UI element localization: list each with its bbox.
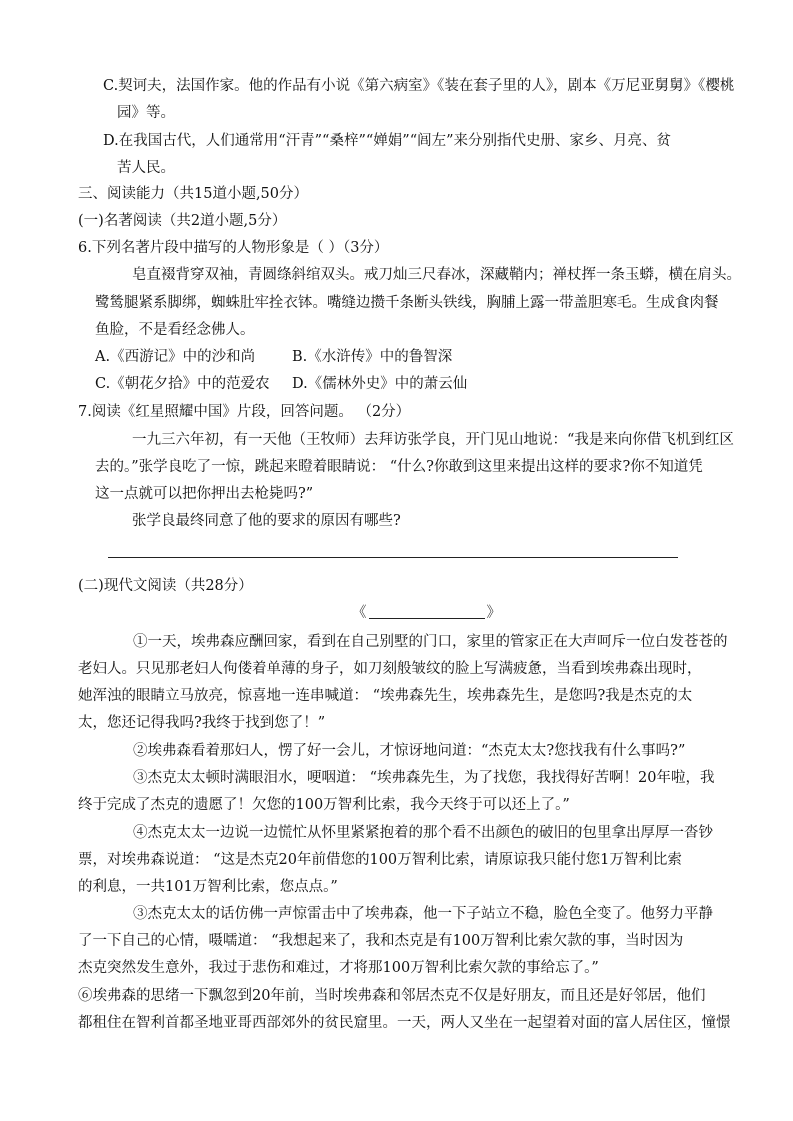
- q7-passage-line-1: 一九三六年初，有一天他（王牧师）去拜访张学良，开门见山地说：“我是来向你借飞机到红区: [132, 432, 734, 448]
- paragraph-1-line-4: 太，您还记得我吗?我终于找到您了！”: [78, 715, 326, 731]
- q7-passage-line-3: 这一点就可以把你押出去枪毙吗?”: [95, 486, 314, 502]
- option-d-line-1: D.在我国古代，人们通常用“汗青”“桑梓”“婵娟”“闾左”来分别指代史册、家乡、月亮、贫: [103, 133, 672, 149]
- passage-title-blank: [352, 603, 501, 623]
- q6-option-c: C.《朝花夕拾》中的范爱农: [95, 376, 270, 392]
- section-3-heading: 三、阅读能力（共15道小题,50分）: [78, 186, 309, 202]
- sub-2-heading: (二)现代文阅读（共28分）: [78, 578, 253, 594]
- q6-passage-line-3: 鱼脸，不是看经念佛人。: [95, 322, 255, 338]
- paragraph-1-line-3: 她浑浊的眼睛立马放亮，惊喜地一连串喊道： “埃弗森先生，埃弗森先生，是您吗?我是杰克的太: [78, 688, 693, 704]
- title-right-bracket: 》: [486, 605, 501, 621]
- paragraph-1-line-2: 老妇人。只见那老妇人佝偻着单薄的身子，如刀刻般皱纹的脸上写满疲惫，当看到埃弗森出现时，: [78, 661, 702, 677]
- q6-stem: 6.下列名著片段中描写的人物形象是（ ）（3分）: [78, 240, 389, 256]
- paragraph-3-line-2: 终于完成了杰克的遗愿了！欠您的100万智利比索，我今天终于可以还上了。”: [78, 797, 570, 813]
- option-d-line-2: 苦人民。: [117, 160, 175, 176]
- option-c-line-2: 园》等。: [117, 105, 175, 121]
- paragraph-4-line-1: ④杰克太太一边说一边慌忙从怀里紧紧抱着的那个看不出颜色的破旧的包里拿出厚厚一沓钞: [133, 825, 713, 841]
- answer-line: [108, 557, 678, 558]
- paragraph-3-line-1: ③杰克太太顿时满眼泪水，哽咽道： “埃弗森先生，为了找您，我找得好苦啊！20年啦，我: [133, 770, 715, 786]
- q6-option-d: D.《儒林外史》中的萧云仙: [292, 376, 468, 392]
- q6-passage-line-2: 鹭鸶腿紧系脚绑，蜘蛛肚牢拴衣钵。嘴缝边攒千条断头铁线，胸脯上露一带盖胆寒毛。生成食肉餐: [95, 295, 719, 311]
- title-left-bracket: 《: [352, 605, 367, 621]
- sub-1-heading: (一)名著阅读（共2道小题,5分）: [78, 213, 287, 229]
- paragraph-6-line-1: ⑥埃弗森的思绪一下飘忽到20年前，当时埃弗森和邻居杰克不仅是好朋友，而且还是好邻居，他们: [78, 988, 706, 1004]
- paragraph-4-line-2: 票，对埃弗森说道： “这是杰克20年前借您的100万智利比索，请原谅我只能付您1万智利比索: [78, 852, 682, 868]
- option-c-line-1: C.契诃夫，法国作家。他的作品有小说《第六病室》《装在套子里的人》，剧本《万尼亚舅舅》《樱桃: [103, 78, 735, 94]
- title-blank-line: [369, 604, 485, 619]
- paragraph-5-line-3: 杰克突然发生意外，我过于悲伤和难过，才将那100万智利比索欠款的事给忘了。”: [78, 960, 599, 976]
- q7-stem: 7.阅读《红星照耀中国》片段，回答问题。 （2分）: [78, 404, 411, 420]
- q7-passage-line-2: 去的。”张学良吃了一惊，跳起来瞪着眼睛说： “什么?你敢到这里来提出这样的要求?你不知道凭: [95, 459, 703, 475]
- q6-option-a: A.《西游记》中的沙和尚: [95, 349, 256, 365]
- q6-option-b: B.《水浒传》中的鲁智深: [292, 349, 453, 365]
- q6-passage-line-1: 皂直裰背穿双袖，青圆绦斜绾双头。戒刀灿三尺春冰，深藏鞘内；禅杖挥一条玉蟒，横在肩头。: [132, 267, 741, 283]
- paragraph-1-line-1: ①一天，埃弗森应酬回家，看到在自己别墅的门口，家里的管家正在大声呵斥一位白发苍苍的: [133, 634, 728, 650]
- paragraph-5-line-1: ③杰克太太的话仿佛一声惊雷击中了埃弗森，他一下子站立不稳，脸色全变了。他努力平静: [133, 906, 713, 922]
- paragraph-2-line-1: ②埃弗森看着那妇人，愣了好一会儿，才惊讶地问道：“杰克太太?您找我有什么事吗?”: [133, 743, 686, 759]
- paragraph-5-line-2: 了一下自己的心情，嗫嚅道： “我想起来了，我和杰克是有100万智利比索欠款的事，当时因为: [78, 933, 684, 949]
- paragraph-6-line-2: 都租住在智利首都圣地亚哥西部郊外的贫民窟里。一天，两人又坐在一起望着对面的富人居住区，憧憬: [78, 1015, 731, 1031]
- q7-question: 张学良最终同意了他的要求的原因有哪些?: [132, 513, 401, 529]
- paragraph-4-line-3: 的利息，一共101万智利比索，您点点。”: [78, 879, 338, 895]
